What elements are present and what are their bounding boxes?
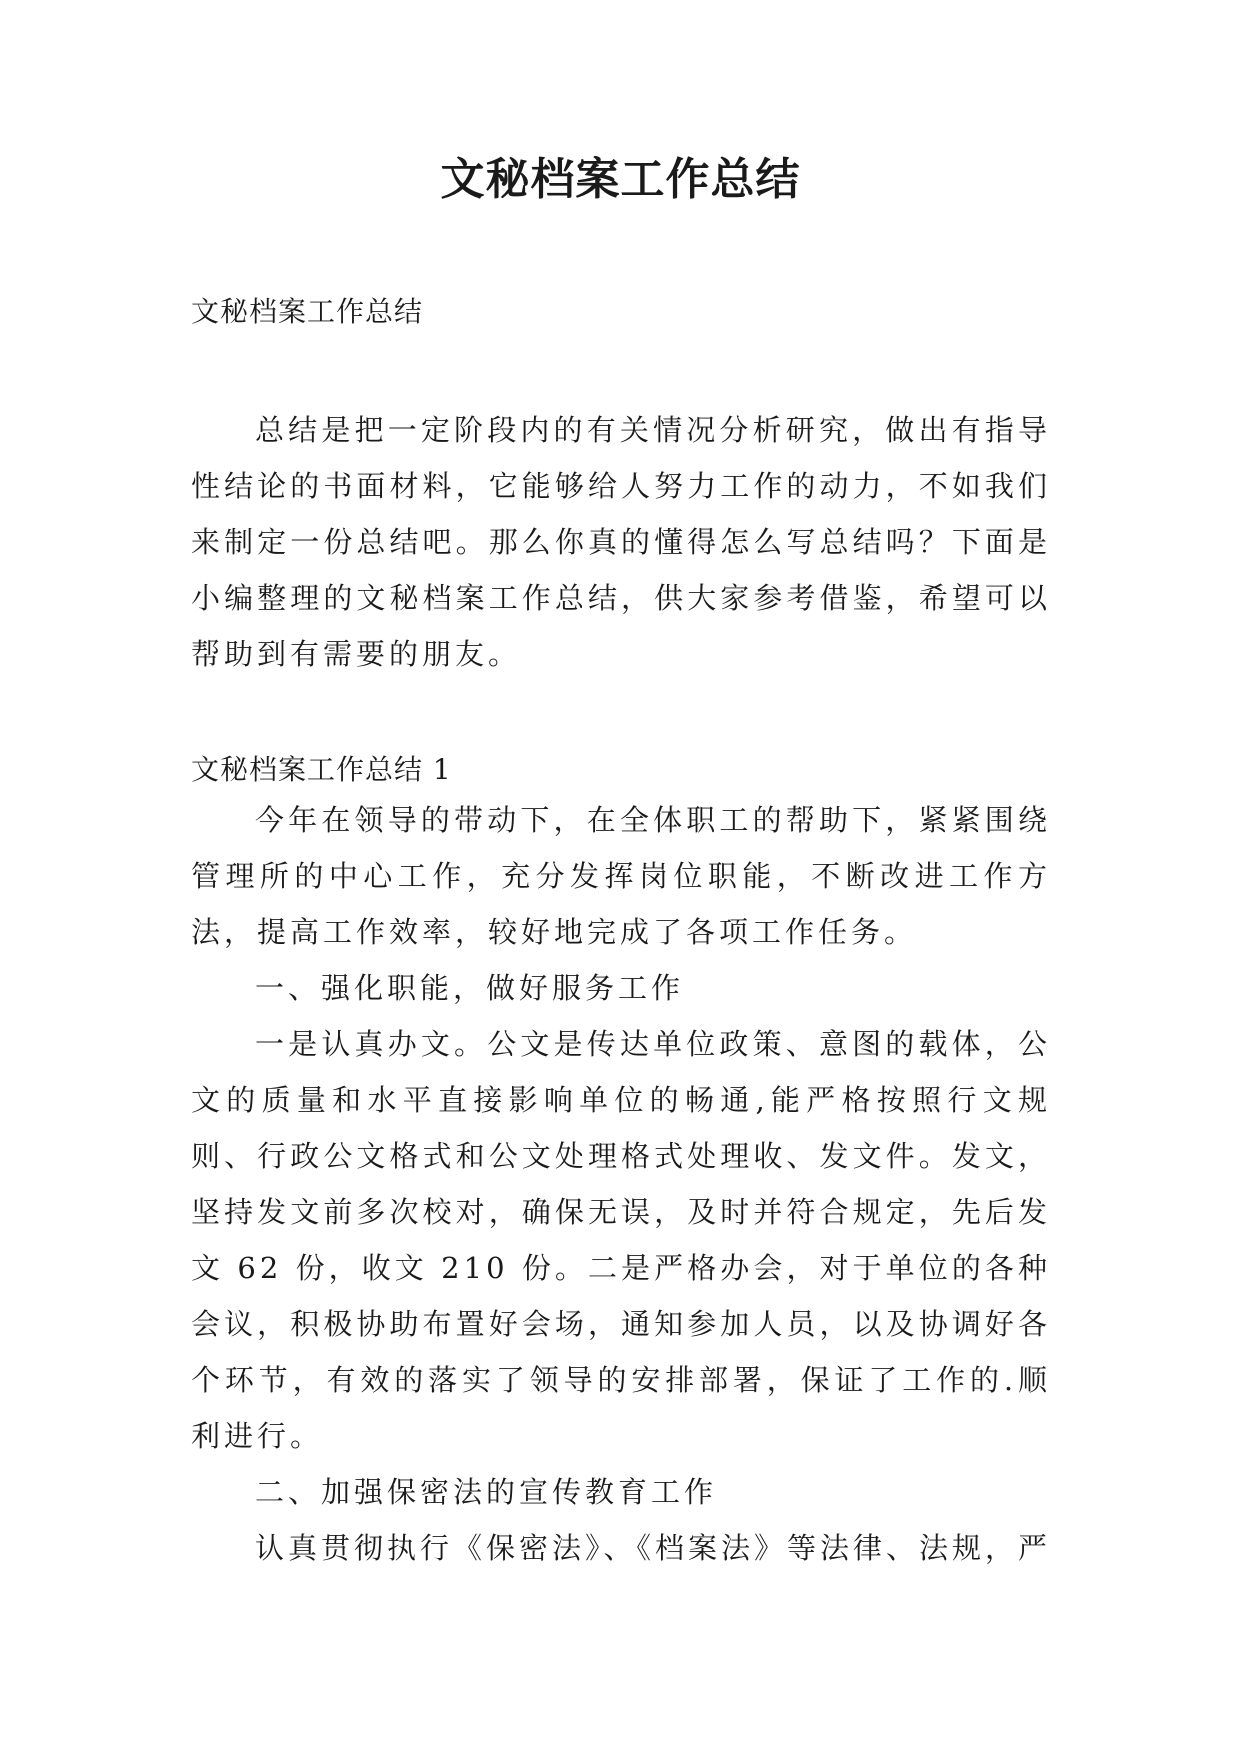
heading-confidentiality-education: 二、加强保密法的宣传教育工作 bbox=[255, 1475, 718, 1509]
body-paragraph: 一是认真办文。公文是传达单位政策、意图的载体，公文的质量和水平直接影响单位的畅通,能严格按照行文规则、行政公文格式和公文处理格式处理收、发文件。发文，坚持发文前多次校对，确保无误，及时并符合规定，先后发文 62 份，收文 210 份。二是严格办会，对于单位的各种会议，积极协助布置好会场，通知参加人员，以及协调好各个环节，有效的落实了领导的安排部署，保证了工作的.顺利进行。 bbox=[191, 1027, 1051, 1453]
intro-paragraph: 总结是把一定阶段内的有关情况分析研究，做出有指导性结论的书面材料，它能够给人努力工作的动力，不如我们来制定一份总结吧。那么你真的懂得怎么写总结吗？下面是小编整理的文秘档案工作总结，供大家参考借鉴，希望可以帮助到有需要的朋友。 bbox=[191, 413, 1051, 671]
section-block bbox=[191, 748, 1051, 1576]
intro-block bbox=[191, 402, 1051, 682]
body-paragraph: 今年在领导的带动下，在全体职工的帮助下，紧紧围绕管理所的中心工作，充分发挥岗位职能，不断改进工作方法，提高工作效率，较好地完成了各项工作任务。 bbox=[191, 803, 1051, 949]
section-heading: 文秘档案工作总结 1 bbox=[191, 753, 452, 786]
heading-strengthen-functions: 一、强化职能，做好服务工作 bbox=[255, 971, 685, 1005]
document-subtitle: 文秘档案工作总结 bbox=[191, 295, 424, 328]
body-paragraph: 认真贯彻执行《保密法》、《档案法》等法律、法规，严 bbox=[255, 1531, 1052, 1565]
document-title: 文秘档案工作总结 bbox=[440, 154, 801, 205]
